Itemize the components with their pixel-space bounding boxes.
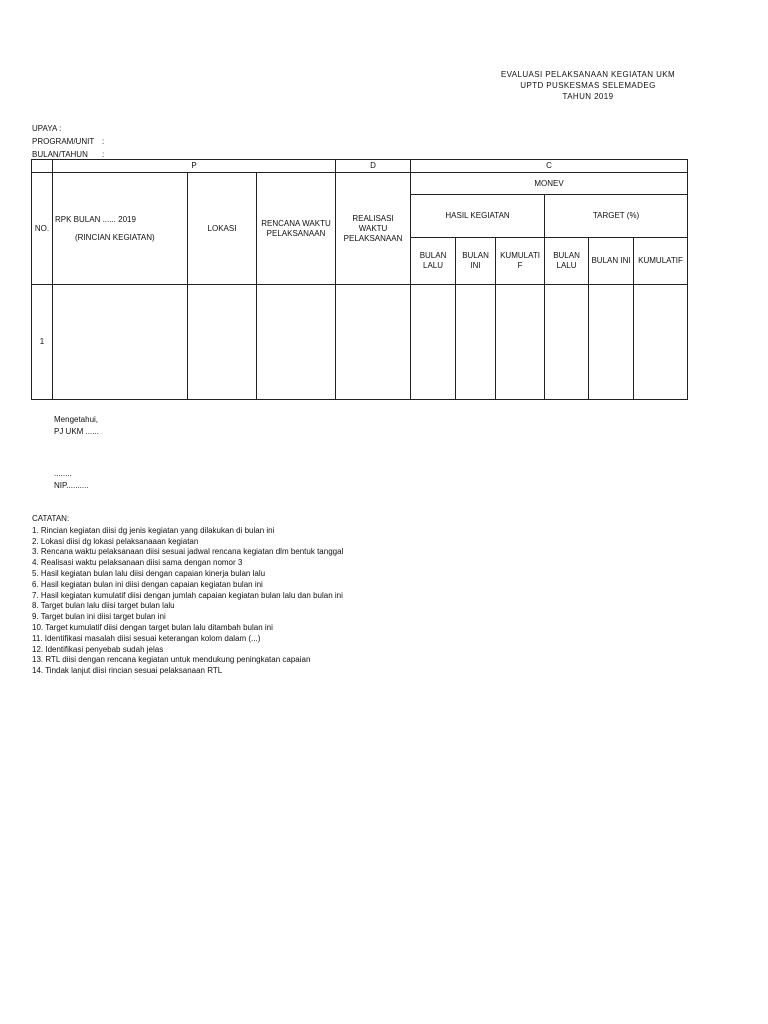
row-no: 1 bbox=[32, 285, 53, 400]
list-item: 2. Lokasi diisi dg lokasi pelaksanaaan kegiatan bbox=[32, 536, 199, 546]
hasil-kegiatan-header: HASIL KEGIATAN bbox=[411, 195, 545, 238]
meta-value: : bbox=[102, 137, 105, 146]
table-cell bbox=[188, 285, 257, 400]
monev-header: MONEV bbox=[411, 173, 688, 195]
list-item: 7. Hasil kegiatan kumulatif diisi dengan jumlah capaian kegiatan bulan lalu dan bulan ini bbox=[32, 590, 343, 600]
target-header: TARGET (%) bbox=[545, 195, 688, 238]
notes-section bbox=[32, 514, 343, 677]
table-cell bbox=[411, 285, 456, 400]
header-title: EVALUASI PELAKSANAAN KEGIATAN UKM bbox=[500, 70, 676, 79]
realisasi-header: REALISASI WAKTU PELAKSANAAN bbox=[336, 173, 411, 285]
list-item: 1. Rincian kegiatan diisi dg jenis kegiatan yang dilakukan di bulan ini bbox=[32, 525, 275, 535]
group-p-header: P bbox=[53, 160, 336, 173]
list-item: 11. Identifikasi masalah diisi sesuai keterangan kolom dalam (...) bbox=[32, 633, 261, 643]
target-kumulatif-header: KUMULATIF bbox=[634, 238, 688, 285]
table-cell bbox=[53, 285, 188, 400]
list-item: 10. Target kumulatif diisi dengan target bulan lalu ditambah bulan ini bbox=[32, 622, 273, 632]
list-item: 14. Tindak lanjut diisi rincian sesuai pelaksanaan RTL bbox=[32, 666, 223, 676]
list-item: 13. RTL diisi dengan rencana kegiatan untuk mendukung peningkatan capaian bbox=[32, 655, 311, 665]
signatory-nip: NIP.......... bbox=[54, 481, 89, 490]
pj-ukm-label: PJ UKM ...... bbox=[54, 427, 99, 436]
table-row bbox=[32, 285, 688, 400]
list-item: 4. Realisasi waktu pelaksanaan diisi sama dengan nomor 3 bbox=[32, 558, 243, 568]
group-d-header: D bbox=[336, 160, 411, 173]
meta-label: PROGRAM/UNIT bbox=[32, 137, 95, 146]
meta-fields bbox=[32, 122, 104, 161]
hasil-kumulatif-header: KUMULATI F bbox=[496, 238, 545, 285]
document-header bbox=[458, 69, 718, 102]
list-item: 3. Rencana waktu pelaksanaan diisi sesuai jadwal rencana kegiatan dlm bentuk tanggal bbox=[32, 547, 344, 557]
list-item: 5. Hasil kegiatan bulan lalu diisi dengan capaian kinerja bulan lalu bbox=[32, 568, 266, 578]
table-cell bbox=[336, 285, 411, 400]
notes-title: CATATAN: bbox=[32, 514, 70, 523]
rpk-header-line2: (RINCIAN KEGIATAN) bbox=[75, 232, 155, 242]
rencana-header: RENCANA WAKTU PELAKSANAAN bbox=[257, 173, 336, 285]
signatory-name: ........ bbox=[54, 469, 72, 478]
meta-label: UPAYA : bbox=[32, 124, 62, 133]
rpk-header bbox=[53, 173, 188, 285]
hasil-bulan-ini-header: BULAN INI bbox=[456, 238, 496, 285]
header-institution: UPTD PUSKESMAS SELEMADEG bbox=[520, 81, 656, 90]
table-cell bbox=[634, 285, 688, 400]
target-bulan-lalu-header: BULAN LALU bbox=[545, 238, 589, 285]
mengetahui-label: Mengetahui, bbox=[54, 415, 99, 424]
rpk-header-line1: RPK BULAN ...... 2019 bbox=[55, 214, 136, 224]
no-header-top bbox=[32, 160, 53, 173]
no-header: NO. bbox=[32, 173, 53, 285]
group-c-header: C bbox=[411, 160, 688, 173]
lokasi-header: LOKASI bbox=[188, 173, 257, 285]
hasil-bulan-lalu-header: BULAN LALU bbox=[411, 238, 456, 285]
meta-program-unit bbox=[32, 135, 104, 148]
meta-upaya bbox=[32, 122, 104, 135]
table-cell bbox=[545, 285, 589, 400]
list-item: 12. Identifikasi penyebab sudah jelas bbox=[32, 644, 164, 654]
target-bulan-ini-header: BULAN INI bbox=[589, 238, 634, 285]
evaluation-table bbox=[31, 159, 688, 400]
meta-value: : bbox=[102, 150, 105, 159]
table-cell bbox=[589, 285, 634, 400]
table-cell bbox=[496, 285, 545, 400]
meta-label: BULAN/TAHUN bbox=[32, 150, 88, 159]
table-cell bbox=[456, 285, 496, 400]
table-cell bbox=[257, 285, 336, 400]
header-year: TAHUN 2019 bbox=[562, 92, 614, 101]
list-item: 6. Hasil kegiatan bulan ini diisi dengan capaian kegiatan bulan ini bbox=[32, 579, 263, 589]
list-item: 9. Target bulan ini diisi target bulan ini bbox=[32, 612, 166, 622]
list-item: 8. Target bulan lalu diisi target bulan lalu bbox=[32, 601, 175, 611]
signature-block bbox=[54, 414, 99, 492]
